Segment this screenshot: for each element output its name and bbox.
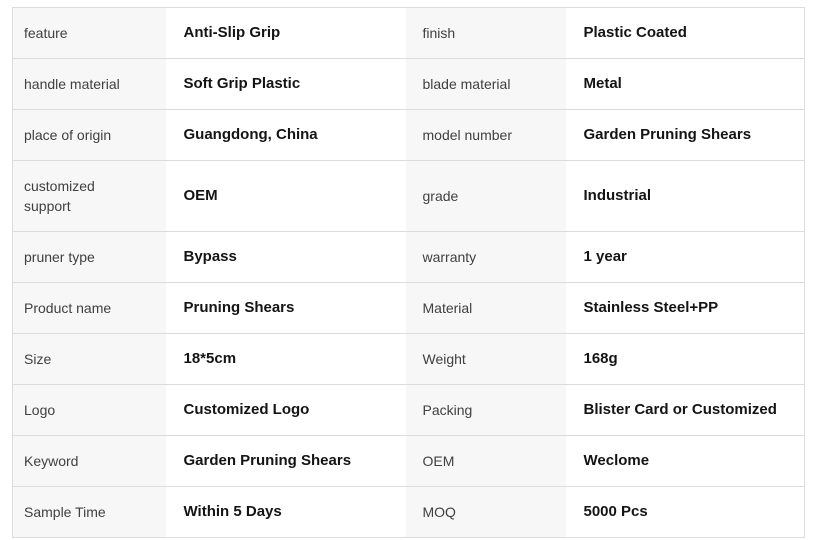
spec-value-cell: Anti-Slip Grip bbox=[166, 8, 406, 59]
spec-label-cell: grade bbox=[406, 161, 566, 232]
spec-value-cell: Industrial bbox=[566, 161, 805, 232]
spec-value-cell: Customized Logo bbox=[166, 385, 406, 436]
product-spec-table bbox=[12, 7, 805, 538]
spec-value-cell: Guangdong, China bbox=[166, 110, 406, 161]
spec-label-cell: place of origin bbox=[13, 110, 166, 161]
spec-value-cell: Weclome bbox=[566, 436, 805, 487]
table-row bbox=[13, 436, 805, 487]
spec-value-cell: Garden Pruning Shears bbox=[566, 110, 805, 161]
table-row bbox=[13, 283, 805, 334]
spec-label-cell: Packing bbox=[406, 385, 566, 436]
spec-value-cell: Plastic Coated bbox=[566, 8, 805, 59]
spec-value-cell: OEM bbox=[166, 161, 406, 232]
spec-value-cell: Soft Grip Plastic bbox=[166, 59, 406, 110]
spec-label-cell: model number bbox=[406, 110, 566, 161]
table-row bbox=[13, 385, 805, 436]
spec-value-cell: Stainless Steel+PP bbox=[566, 283, 805, 334]
spec-label-cell: Size bbox=[13, 334, 166, 385]
spec-label-cell: Product name bbox=[13, 283, 166, 334]
spec-value-cell: 168g bbox=[566, 334, 805, 385]
spec-value-cell: Metal bbox=[566, 59, 805, 110]
table-row bbox=[13, 161, 805, 232]
spec-label-cell: pruner type bbox=[13, 232, 166, 283]
spec-value-cell: 1 year bbox=[566, 232, 805, 283]
spec-label-cell: Sample Time bbox=[13, 487, 166, 538]
spec-label-cell: Material bbox=[406, 283, 566, 334]
spec-label-cell: Weight bbox=[406, 334, 566, 385]
spec-label-cell: MOQ bbox=[406, 487, 566, 538]
spec-label-cell: OEM bbox=[406, 436, 566, 487]
spec-label-cell: Keyword bbox=[13, 436, 166, 487]
table-row bbox=[13, 110, 805, 161]
table-row bbox=[13, 232, 805, 283]
spec-value-cell: Blister Card or Customized bbox=[566, 385, 805, 436]
spec-value-cell: Pruning Shears bbox=[166, 283, 406, 334]
spec-label-cell: warranty bbox=[406, 232, 566, 283]
spec-label-cell: finish bbox=[406, 8, 566, 59]
spec-value-cell: Garden Pruning Shears bbox=[166, 436, 406, 487]
spec-label-cell: handle material bbox=[13, 59, 166, 110]
spec-value-cell: Within 5 Days bbox=[166, 487, 406, 538]
spec-value-cell: 18*5cm bbox=[166, 334, 406, 385]
spec-label-cell: customized support bbox=[13, 161, 166, 232]
table-row bbox=[13, 334, 805, 385]
table-row bbox=[13, 487, 805, 538]
spec-label-cell: feature bbox=[13, 8, 166, 59]
spec-value-cell: Bypass bbox=[166, 232, 406, 283]
table-row bbox=[13, 8, 805, 59]
table-row bbox=[13, 59, 805, 110]
spec-label-cell: Logo bbox=[13, 385, 166, 436]
spec-value-cell: 5000 Pcs bbox=[566, 487, 805, 538]
spec-label-cell: blade material bbox=[406, 59, 566, 110]
